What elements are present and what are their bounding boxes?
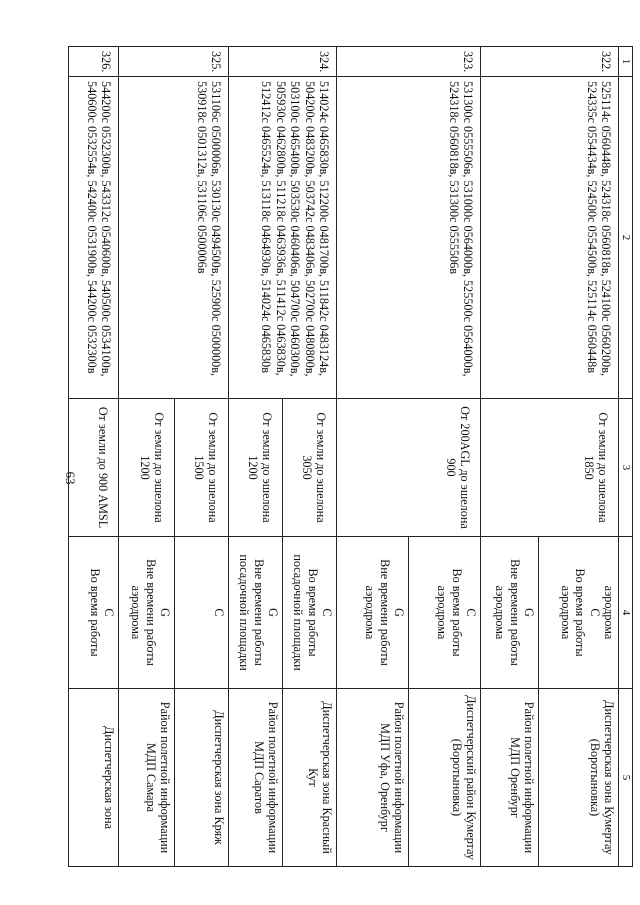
table-row [539,47,619,867]
column-header: 2 [619,77,633,399]
airspace-class-cell [337,537,409,689]
column-header: 5 [619,689,633,867]
row-number: 322. [481,47,619,77]
atc-unit-text: Диспетчерская зона Кряж [212,710,226,845]
atc-unit-text: Район полетной информации МДП Уфа, Оренбург [377,701,406,854]
airspace-class: G [158,608,172,617]
airspace-class-cell [229,537,283,689]
atc-unit [409,689,481,867]
atc-unit-text: Диспетчерская зона Кумертау (Воротыновка) [587,700,616,855]
altitude-range: От земли до эшелона 3050 [283,399,337,537]
table-row [283,47,337,867]
operating-time: Во время работы аэродрома [435,568,464,657]
atc-unit-text: Район полетной информации МДП Самара [143,701,172,854]
column-header: 4 [619,537,633,689]
operating-time: Вне времени работы аэродрома [363,559,392,666]
row-number: 325. [119,47,229,77]
row-number: 323. [337,47,481,77]
column-header: 3 [619,399,633,537]
atc-unit-text: Диспетчерская зона Красный Кут [305,701,334,854]
operating-time: Вне времени работы аэродрома [129,559,158,666]
rotated-page [84,46,633,866]
operating-time: Во время работы [87,568,102,657]
operating-time: Во время работы посадочной площадки [291,554,320,671]
coordinates: 531106с 0500006в, 530130с 0494500в, 525900с 0500000в, 530918с 0501312в, 531106с 0500006в [119,77,229,399]
altitude-range: От земли до эшелона 1500 [175,399,229,537]
altitude-range: От земли до эшелона 1850 [481,399,619,537]
airspace-table [68,46,633,867]
atc-unit [481,689,539,867]
operating-time: Во время работы аэродрома [558,568,588,657]
airspace-class: G [266,608,280,617]
operating-time: Вне времени работы посадочной площадки [237,554,266,671]
table-row [175,47,229,867]
atc-unit-text: Район полетной информации МДП Саратов [251,701,280,854]
atc-unit [119,689,175,867]
atc-unit [283,689,337,867]
column-header: 1 [619,47,633,77]
row-number: 326. [69,47,119,77]
coordinates: 525114с 0560448в, 524318с 0560818в, 524100с 0560200в, 524335с 0554434в, 524500с 0554500в, 525114с 0560448в [481,77,619,399]
airspace-class-cell [175,537,229,689]
row-number: 324. [229,47,337,77]
airspace-class-cell [119,537,175,689]
airspace-class: G [392,608,406,617]
altitude-range: От земли до эшелона 1200 [119,399,175,537]
table-row [409,47,481,867]
airspace-class: С [464,608,478,617]
coordinates: 531300с 0555506в, 531000с 0564000в, 525500с 0564000в, 524318с 0560818в, 531300с 0555506в [337,77,481,399]
airspace-class: С [102,608,116,617]
coordinates: 544200с 0532300в, 543312с 0540600в, 540500с 0534100в, 540600с 0532554в, 542400с 0531900в, 544200с 0532300в [69,77,119,399]
coordinates: 514024с 0465830в, 512200с 0481700в, 511842с 0483124в, 504200с 0483200в, 503742с 0483406в, 502700с 0480800в, 503100с 0465400в, 503530с 0460406в, 504700с 0460300в, 505930с 0462800в, 511218с 0463936в, 511412с 0463830в, 512412с 0465524в, 513118с 0464930в, 514024с 0465830в [229,77,337,399]
atc-unit [69,689,119,867]
airspace-class: С [212,608,226,617]
airspace-class: G [522,608,536,617]
airspace-class-cell [409,537,481,689]
airspace-class-cell [69,537,119,689]
airspace-class-cell [539,537,619,689]
table-row [69,47,119,867]
class-carryover: аэродрома [602,585,616,640]
atc-unit [229,689,283,867]
atc-unit-text: Диспетчерская зона [102,725,116,830]
altitude-range: От 200AGL до эшелона 900 [337,399,481,537]
operating-time: Вне времени работы аэродрома [493,559,522,666]
airspace-class-cell [481,537,539,689]
atc-unit [337,689,409,867]
altitude-range: От земли до эшелона 1200 [229,399,283,537]
altitude-range: От земли до 900 AMSL [69,399,119,537]
airspace-class-cell [283,537,337,689]
atc-unit [539,689,619,867]
atc-unit-text: Диспетчерский район Кумертау (Воротыновка) [449,695,478,860]
atc-unit-text: Район полетной информации МДП Оренбург [507,701,536,854]
atc-unit [175,689,229,867]
airspace-table-wrapper [84,46,633,866]
page-number: 63 [63,471,78,485]
header-row [619,47,633,867]
airspace-class: С [587,608,602,617]
airspace-class: С [320,608,334,617]
